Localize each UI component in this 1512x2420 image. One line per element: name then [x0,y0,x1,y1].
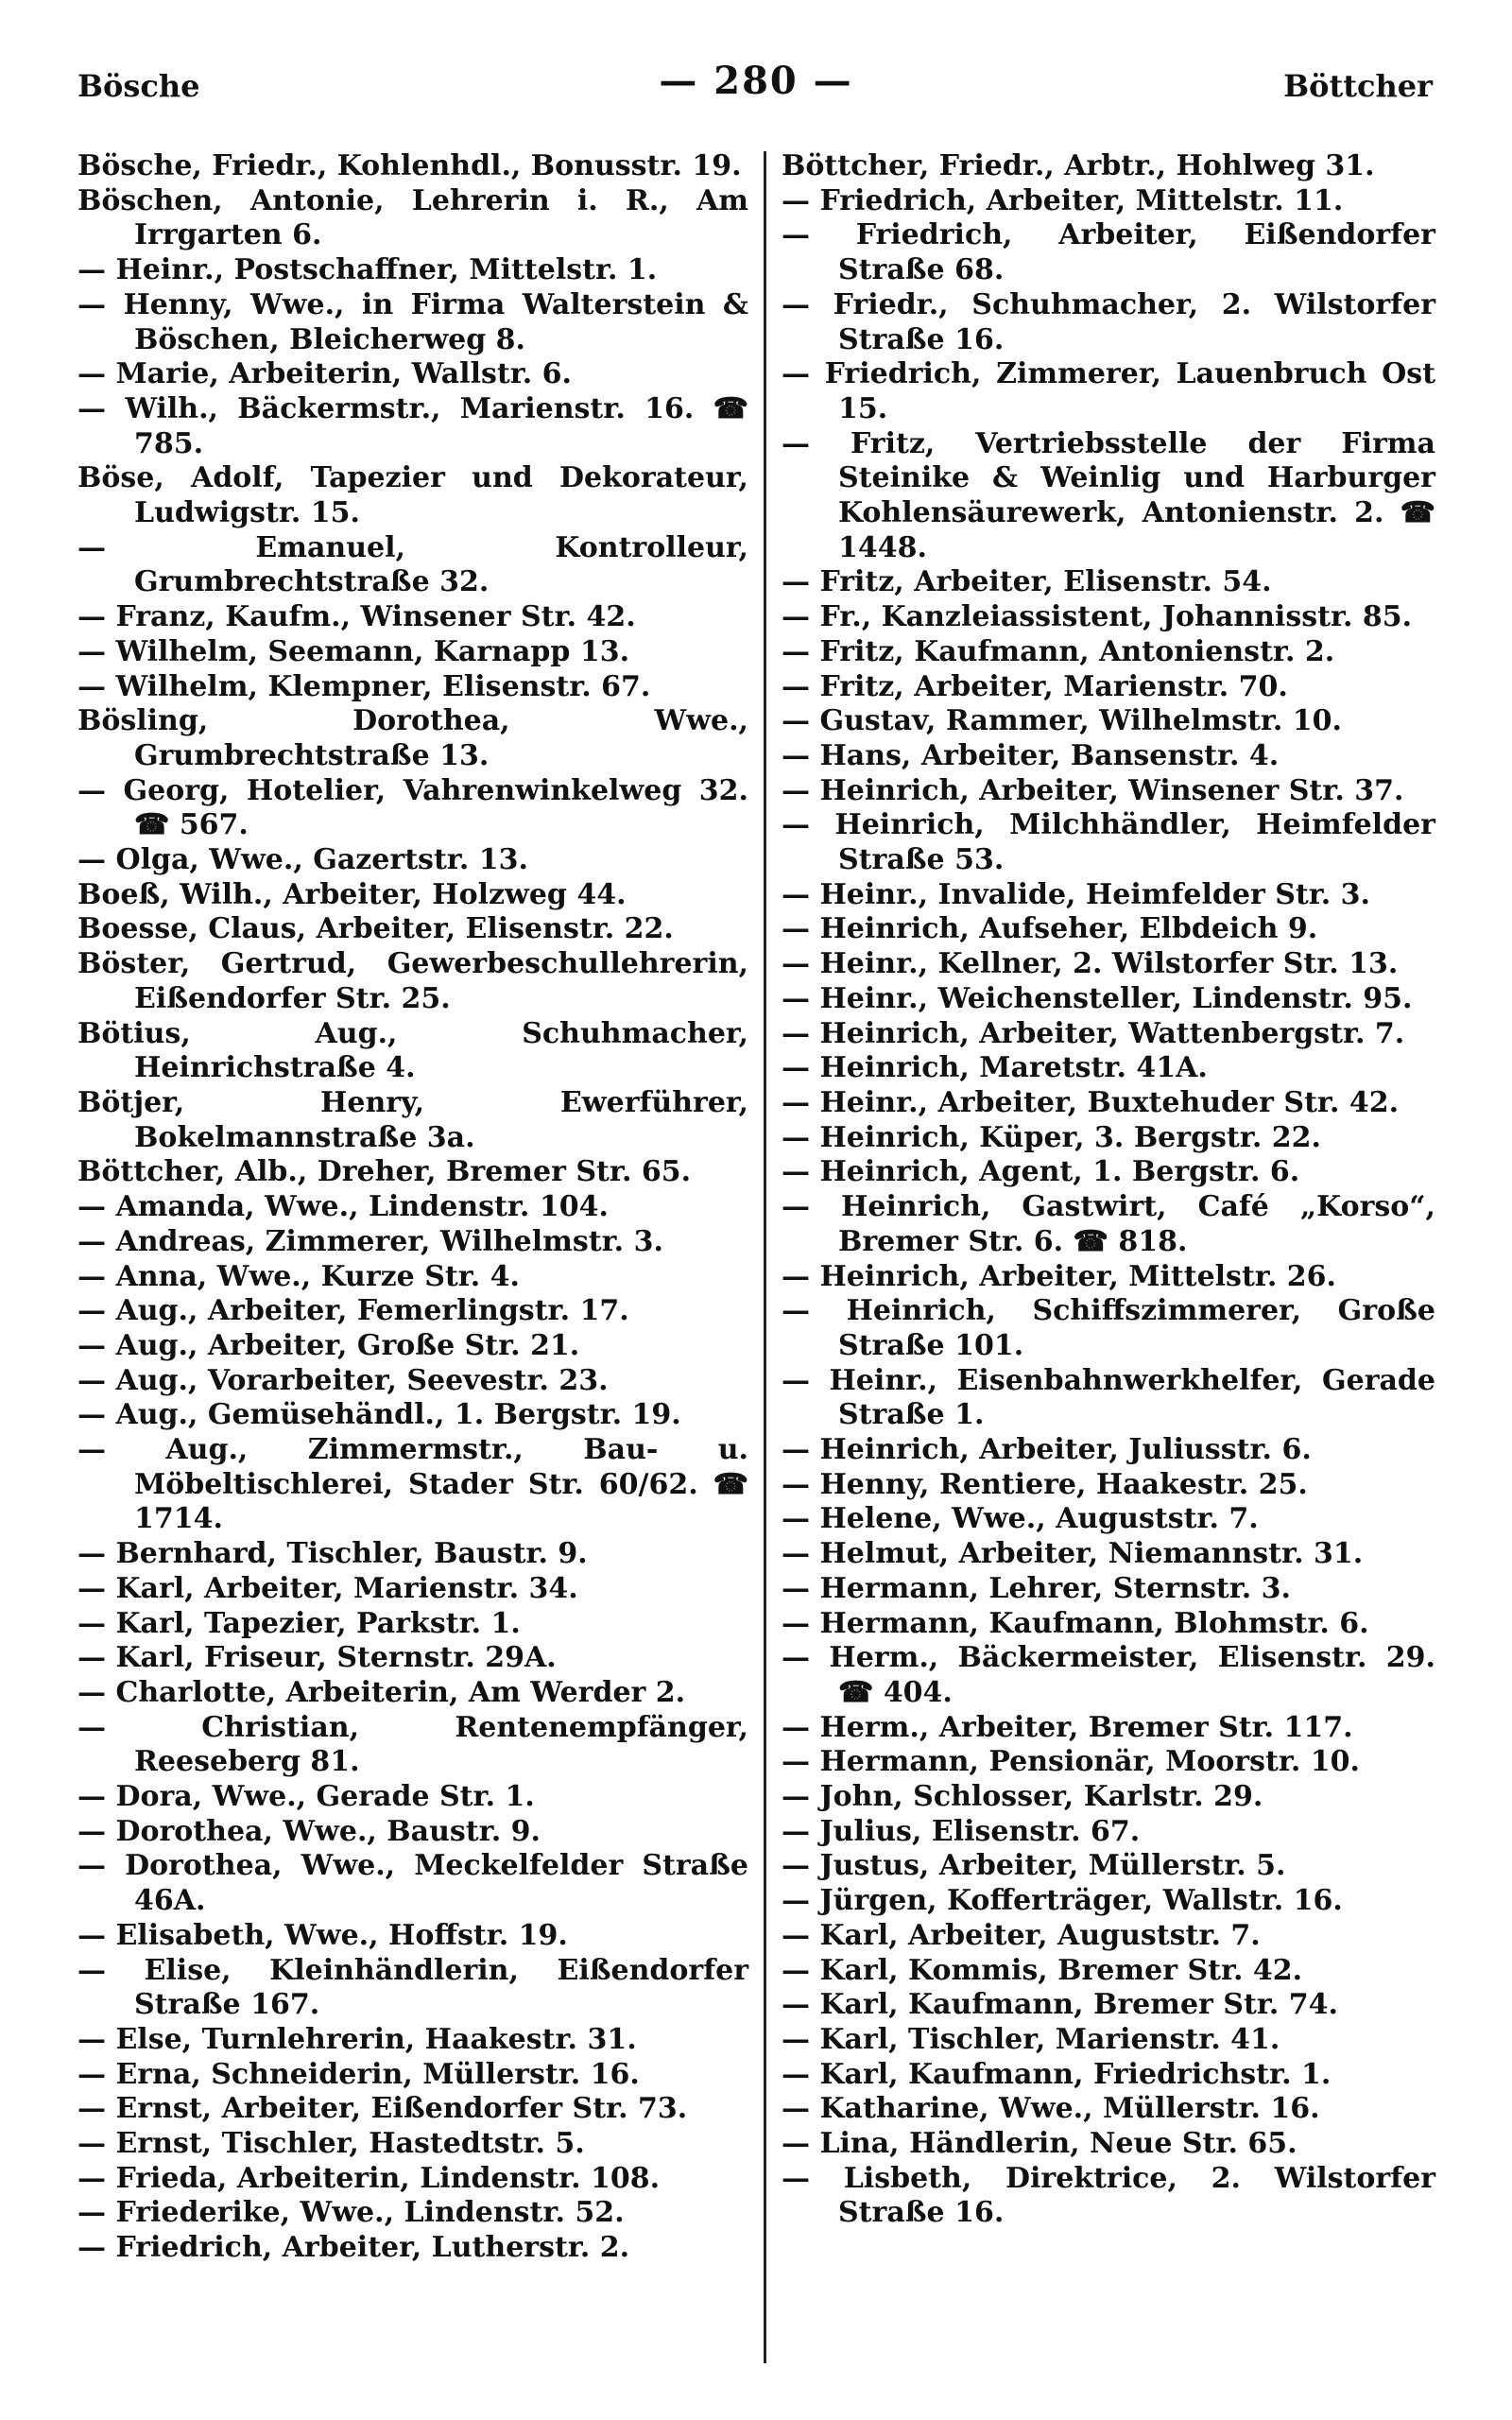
directory-entry: — Friedrich, Arbeiter, Eißendorfer Straße 68. [782,218,1435,287]
directory-entry: — Ernst, Arbeiter, Eißendorfer Str. 73. [77,2092,688,2126]
directory-entry: — Else, Turnlehrerin, Haakestr. 31. [77,2022,637,2056]
directory-entry: — Emanuel, Kontrolleur, Grumbrechtstraße 32. [77,530,748,599]
directory-entry: — Christian, Rentenempfänger, Reeseberg 81. [77,1710,748,1779]
directory-entry: — Dora, Wwe., Gerade Str. 1. [77,1780,535,1814]
directory-entry: — Helene, Wwe., Auguststr. 7. [782,1502,1259,1536]
directory-entry: — Friedr., Schuhmacher, 2. Wilstorfer Straße 16. [782,287,1435,356]
directory-entry: — Marie, Arbeiterin, Wallstr. 6. [77,357,572,391]
directory-entry: — Karl, Friseur, Sternstr. 29A. [77,1641,557,1675]
page-number: — 280 — [659,59,853,103]
directory-entry: — Fr., Kanzleiassistent, Johannisstr. 85. [782,600,1413,634]
directory-entry: — Heinr., Weichensteller, Lindenstr. 95. [782,981,1413,1015]
directory-entry: — Aug., Vorarbeiter, Seevestr. 23. [77,1363,609,1397]
directory-entry: — John, Schlosser, Karlstr. 29. [782,1780,1263,1814]
column-divider [764,151,766,2363]
directory-entry: — Hermann, Pensionär, Moorstr. 10. [782,1745,1360,1779]
directory-entry: — Friederike, Wwe., Lindenstr. 52. [77,2196,625,2230]
directory-entry: — Fritz, Arbeiter, Marienstr. 70. [782,669,1288,703]
directory-entry: — Henny, Wwe., in Firma Walterstein & Böschen, Bleicherweg 8. [77,287,748,356]
directory-entry: — Herm., Bäckermeister, Elisenstr. 29. ☎ 404. [782,1641,1435,1709]
directory-entry: — Frieda, Arbeiterin, Lindenstr. 108. [77,2161,661,2195]
directory-entry: — Heinrich, Arbeiter, Winsener Str. 37. [782,773,1404,807]
directory-entry: — Ernst, Tischler, Hastedtstr. 5. [77,2127,585,2161]
directory-entry: — Fritz, Vertriebsstelle der Firma Steinike & Weinlig und Harburger Kohlensäurewerk, Antonienstr. 2. ☎ 1448. [782,426,1435,564]
directory-entry: — Friedrich, Arbeiter, Lutherstr. 2. [77,2231,630,2265]
directory-entry: — Olga, Wwe., Gazertstr. 13. [77,843,528,877]
directory-entry: — Gustav, Rammer, Wilhelmstr. 10. [782,704,1342,738]
directory-entry: — Wilhelm, Seemann, Karnapp 13. [77,634,630,668]
directory-entry: — Karl, Tapezier, Parkstr. 1. [77,1606,521,1640]
directory-entry: — Aug., Arbeiter, Große Str. 21. [77,1328,580,1362]
directory-entry: — Anna, Wwe., Kurze Str. 4. [77,1259,520,1293]
directory-entry: — Wilh., Bäckermstr., Marienstr. 16. ☎ 785. [77,391,748,460]
directory-entry: Bötius, Aug., Schuhmacher, Heinrichstraße 4. [77,1016,748,1085]
directory-entry: — Heinr., Kellner, 2. Wilstorfer Str. 13. [782,947,1399,981]
directory-entry: — Hermann, Kaufmann, Blohmstr. 6. [782,1606,1369,1640]
directory-entry: — Heinrich, Küper, 3. Bergstr. 22. [782,1120,1321,1154]
directory-entry: — Lisbeth, Direktrice, 2. Wilstorfer Straße 16. [782,2161,1435,2230]
directory-entry: — Karl, Arbeiter, Marienstr. 34. [77,1571,578,1605]
directory-entry: — Karl, Kommis, Bremer Str. 42. [782,1953,1303,1987]
directory-entry: — Hermann, Lehrer, Sternstr. 3. [782,1571,1292,1605]
directory-entry: Böster, Gertrud, Gewerbeschullehrerin, Eißendorfer Str. 25. [77,947,748,1015]
directory-entry: — Franz, Kaufm., Winsener Str. 42. [77,600,636,634]
directory-entry: — Heinr., Postschaffner, Mittelstr. 1. [77,253,658,287]
directory-entry: Böttcher, Friedr., Arbtr., Hohlweg 31. [782,149,1375,182]
directory-entry: — Friedrich, Zimmerer, Lauenbruch Ost 15. [782,357,1435,425]
directory-entry: — Aug., Gemüsehändl., 1. Bergstr. 19. [77,1398,681,1432]
running-head-right: Böttcher [1283,68,1433,104]
directory-entry: — Justus, Arbeiter, Müllerstr. 5. [782,1849,1286,1883]
directory-entry: Bösche, Friedr., Kohlenhdl., Bonusstr. 19. [77,149,742,182]
directory-entry: — Elise, Kleinhändlerin, Eißendorfer Straße 167. [77,1953,748,2022]
directory-entry: — Heinrich, Schiffszimmerer, Große Straße 101. [782,1294,1435,1362]
directory-entry: — Heinr., Eisenbahnwerkhelfer, Gerade Straße 1. [782,1363,1435,1432]
running-head-left: Bösche [77,68,200,104]
directory-entry: — Andreas, Zimmerer, Wilhelmstr. 3. [77,1224,663,1258]
directory-entry: — Georg, Hotelier, Vahrenwinkelweg 32. ☎ 567. [77,773,748,842]
directory-entry: Böschen, Antonie, Lehrerin i. R., Am Irrgarten 6. [77,183,748,252]
directory-entry: — Heinr., Invalide, Heimfelder Str. 3. [782,877,1370,911]
directory-entry: — Lina, Händlerin, Neue Str. 65. [782,2127,1297,2161]
left-column [77,149,748,2380]
directory-entry: Bösling, Dorothea, Wwe., Grumbrechtstraße 13. [77,704,748,772]
directory-entry: Böse, Adolf, Tapezier und Dekorateur, Ludwigstr. 15. [77,461,748,530]
directory-entry: Boesse, Claus, Arbeiter, Elisenstr. 22. [77,912,674,946]
directory-entry: — Bernhard, Tischler, Baustr. 9. [77,1537,588,1571]
directory-entry: — Karl, Tischler, Marienstr. 41. [782,2022,1280,2056]
directory-entry: — Heinrich, Arbeiter, Wattenbergstr. 7. [782,1016,1405,1050]
directory-entry: — Hans, Arbeiter, Bansenstr. 4. [782,738,1280,772]
directory-entry: — Jürgen, Kofferträger, Wallstr. 16. [782,1884,1343,1918]
directory-entry: — Katharine, Wwe., Müllerstr. 16. [782,2092,1320,2126]
page-header [0,0,1512,132]
right-column [782,149,1435,2380]
directory-entry: Böttcher, Alb., Dreher, Bremer Str. 65. [77,1155,692,1189]
directory-entry: — Heinrich, Arbeiter, Mittelstr. 26. [782,1259,1336,1293]
directory-entry: Bötjer, Henry, Ewerführer, Bokelmannstraße 3a. [77,1085,748,1154]
directory-entry: — Herm., Arbeiter, Bremer Str. 117. [782,1710,1353,1744]
directory-entry: — Wilhelm, Klempner, Elisenstr. 67. [77,669,651,703]
directory-entry: — Aug., Zimmermstr., Bau- u. Möbeltischlerei, Stader Str. 60/62. ☎ 1714. [77,1433,748,1536]
directory-entry: — Charlotte, Arbeiterin, Am Werder 2. [77,1675,686,1709]
directory-entry: — Karl, Arbeiter, Auguststr. 7. [782,1918,1261,1952]
directory-entry: — Erna, Schneiderin, Müllerstr. 16. [77,2057,640,2091]
directory-entry: — Heinrich, Gastwirt, Café „Korso“, Bremer Str. 6. ☎ 818. [782,1190,1435,1258]
directory-entry: — Elisabeth, Wwe., Hoffstr. 19. [77,1918,568,1952]
directory-entry: — Dorothea, Wwe., Meckelfelder Straße 46A. [77,1849,748,1918]
directory-entry: — Heinrich, Agent, 1. Bergstr. 6. [782,1155,1300,1189]
directory-entry: — Heinrich, Maretstr. 41A. [782,1051,1208,1085]
directory-entry: — Karl, Kaufmann, Bremer Str. 74. [782,1988,1338,2022]
directory-entry: Boeß, Wilh., Arbeiter, Holzweg 44. [77,877,627,911]
directory-entry: — Karl, Kaufmann, Friedrichstr. 1. [782,2057,1332,2091]
directory-entry: — Heinrich, Arbeiter, Juliusstr. 6. [782,1433,1312,1467]
directory-entry: — Julius, Elisenstr. 67. [782,1814,1141,1848]
directory-entry: — Heinr., Arbeiter, Buxtehuder Str. 42. [782,1085,1400,1119]
directory-entry: — Aug., Arbeiter, Femerlingstr. 17. [77,1294,629,1328]
directory-entry: — Fritz, Kaufmann, Antonienstr. 2. [782,634,1335,668]
directory-entry: — Dorothea, Wwe., Baustr. 9. [77,1814,541,1848]
directory-entry: — Henny, Rentiere, Haakestr. 25. [782,1467,1308,1501]
directory-entry: — Friedrich, Arbeiter, Mittelstr. 11. [782,183,1344,217]
directory-entry: — Heinrich, Milchhändler, Heimfelder Straße 53. [782,808,1435,877]
directory-entry: — Fritz, Arbeiter, Elisenstr. 54. [782,565,1272,599]
directory-entry: — Amanda, Wwe., Lindenstr. 104. [77,1190,609,1224]
directory-entry: — Helmut, Arbeiter, Niemannstr. 31. [782,1537,1364,1571]
directory-entry: — Heinrich, Aufseher, Elbdeich 9. [782,912,1318,946]
